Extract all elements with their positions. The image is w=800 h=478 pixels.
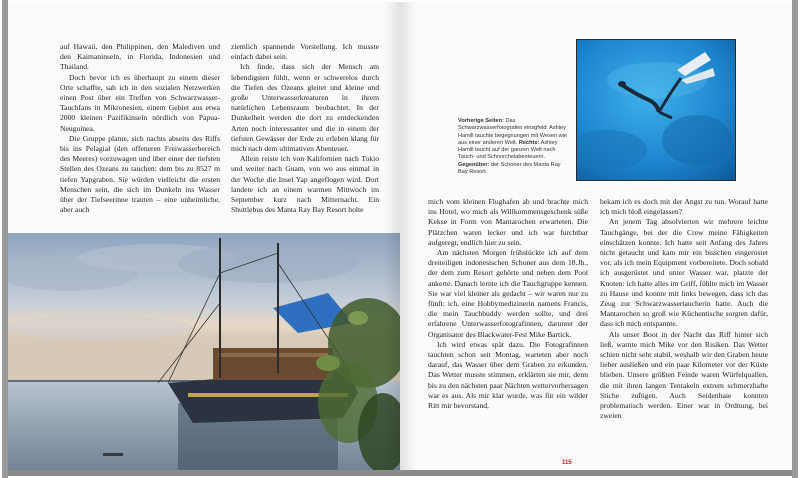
gutter-shadow — [400, 2, 416, 470]
left-column-2 — [231, 42, 379, 215]
paragraph: Doch bevor ich es überhaupt zu einem dieser Orte schaffte, sah ich in den sozialen Netzwerken einen Post über ein Treffen von Schwarzwasser-Tauchfans in Mikronesien, einem Gebiet aus etwa 2000 kleinen Pazifikinseln nördlich von Papua-Neuguinea. — [60, 72, 220, 133]
paragraph: bekam ich es doch mit der Angst zu tun. Worauf hatte ich mich bloß eingelassen? — [600, 197, 768, 217]
photo-caption — [458, 118, 571, 176]
right-page — [400, 2, 792, 476]
paragraph: mich vom kleinen Flughafen ab und brachte mich ins Hotel, wo mich als Willkommensgeschenk süße Kekse in Form von Mantarochen erwarteten. Die Plätzchen waren lecker und ich war furchtbar aufgeregt, endlich hier zu sein. — [428, 197, 588, 247]
caption-text: Das Schwarzwasserfotografen einsgfeld: Ashley Hamill tauchte begegnungen mit Wesen wie aus einer anderen Welt. — [458, 118, 568, 146]
caption-lead: Vorherige Seiten: — [458, 118, 504, 124]
paragraph: Die Gruppe plante, sich nachts abseits des Riffs bis ins Pelagial (den offeneren Freiwasserbereich des Meeres) vorzuwagen und über einer der tiefsten Stellen des Ozeans zu tauchen: dem bis zu 8527 m tiefen Yapgraben. Sie würden vielleicht die ersten Menschen sein, die sich im Dunkeln ins Wasser über der Tiefseerinne trauten – eine unheimliche, aber auch — [60, 133, 220, 215]
right-column-1 — [428, 197, 588, 411]
left-column-1 — [60, 42, 220, 215]
paragraph: Ich finde, dass sich der Mensch am lebendigsten fühlt, wenn er schwerelos durch die Tiefen des Ozeans gleitet und kleine und große Unterwasserkreaturen in ihrem natürlichen Lebensraum beobachtet. In der Dunkelheit werden die dort zu entdeckenden Arten noch interessanter und die in einem der tiefsten Gewässer der Erde zu erleben klang für mich nach dem ultimativen Abenteuer. — [231, 62, 379, 154]
gutter-shadow — [384, 2, 400, 470]
caption-lead: Gegenüber: — [458, 161, 490, 168]
paragraph: Allein reiste ich von Kalifornien nach Tokio und weiter nach Guam, von wo aus einmal in der Woche die Insel Yap angeflogen wird. Dort landete ich an einem warmen Mittwoch im September kurz nach Mitternacht. Ein Shuttlebus des Manta Ray Bay Resort holte — [231, 154, 379, 215]
paragraph: Als unser Boot in der Nacht das Riff hinter sich ließ, warnte mich Mike vor den Risiken. Das Wetter schien nicht sehr stabil, weshalb wir den Graben heute lieber ausließen und ein paar Kilometer vor der Küste blieben. Unsere größten Feinde waren Würfelquallen, die mit ihren langen Tentakeln extrem schmerzhafte Stiche zufügen. Auch Seidenhaie konnten problematisch werden. Einer war in Ordnung, bei zweien — [600, 329, 768, 421]
schooner-photo — [8, 233, 400, 476]
caption-text: der Schoner des Manta Ray Bay Resort. — [458, 161, 561, 176]
underwater-photo — [576, 39, 736, 181]
caption-lead: Rechts: — [518, 139, 540, 146]
paragraph: auf Hawaii, den Philippinen, den Malediven und den Kaimaninseln, in Florida, Indonesien und Thailand. — [60, 42, 220, 72]
caption-text: Ashley Hamill taucht auf der ganzen Welt nach Tauch- und Schnorchelabenteuern. — [458, 139, 558, 161]
paragraph: ziemlich spannende Vorstellung. Ich musste einfach dabei sein. — [231, 42, 379, 62]
left-page — [8, 2, 400, 476]
page-edge — [2, 0, 8, 478]
page-edge — [792, 0, 798, 478]
paragraph: An jenem Tag absolvierten wir mehrere leichte Tauchgänge, bei der die Crew meine Fähigkeiten einschätzen konnte. Ich hatte seit Anfang des Jahres nicht getaucht und kam mir ein bisschen eingerostet vor, als ich mein Equipment vorbereitete. Doch sobald ich ausgerüstet und unter Wasser war, platzte der Knoten: ich hatte alles im Griff, fühlte mich im Wasser zu Hause und konnte mit links bewegen, dass ich das Zeug zur Schwarzwassertaucherin hatte. Auch die Mantarochen so groß wie Küchentische sorgten dafür, dass ich mich entspannte. — [600, 217, 768, 329]
paragraph: Am nächsten Morgen frühstückte ich auf dem dreiteiligen indonesischen Schoner aus dem 18.Jh., der dem zum Resort gehörte und neben dem Pool ankerte. Danach lernte ich die Tauchgruppe kennen. Sie war viel kleiner als gedacht – wir waren nur zu fünft: ich, eine Hobbymedizinerin namens Francis, die mein Tauchbuddy werden sollte, und drei erfahrene Unterwasserfotografinnen, darunter der Organisator des Blackwater-Fest Mike Bartick. — [428, 248, 588, 339]
page-number: 115 — [562, 460, 572, 466]
right-column-2 — [600, 197, 768, 421]
paragraph: Ich wird etwas spät dazu. Die Fotografinnen tauchten schon seit Montag, warteten aber noch darauf, das Wasser über dem Graben zu erkunden. Das Wetter musste stimmen, erklärten sie mir, denn bis zu den nächsten paar Nächten wettervorhersagen war es aus. Als mir klar wurde, was für ein wilder Ritt mir bevorstand, — [428, 339, 588, 411]
